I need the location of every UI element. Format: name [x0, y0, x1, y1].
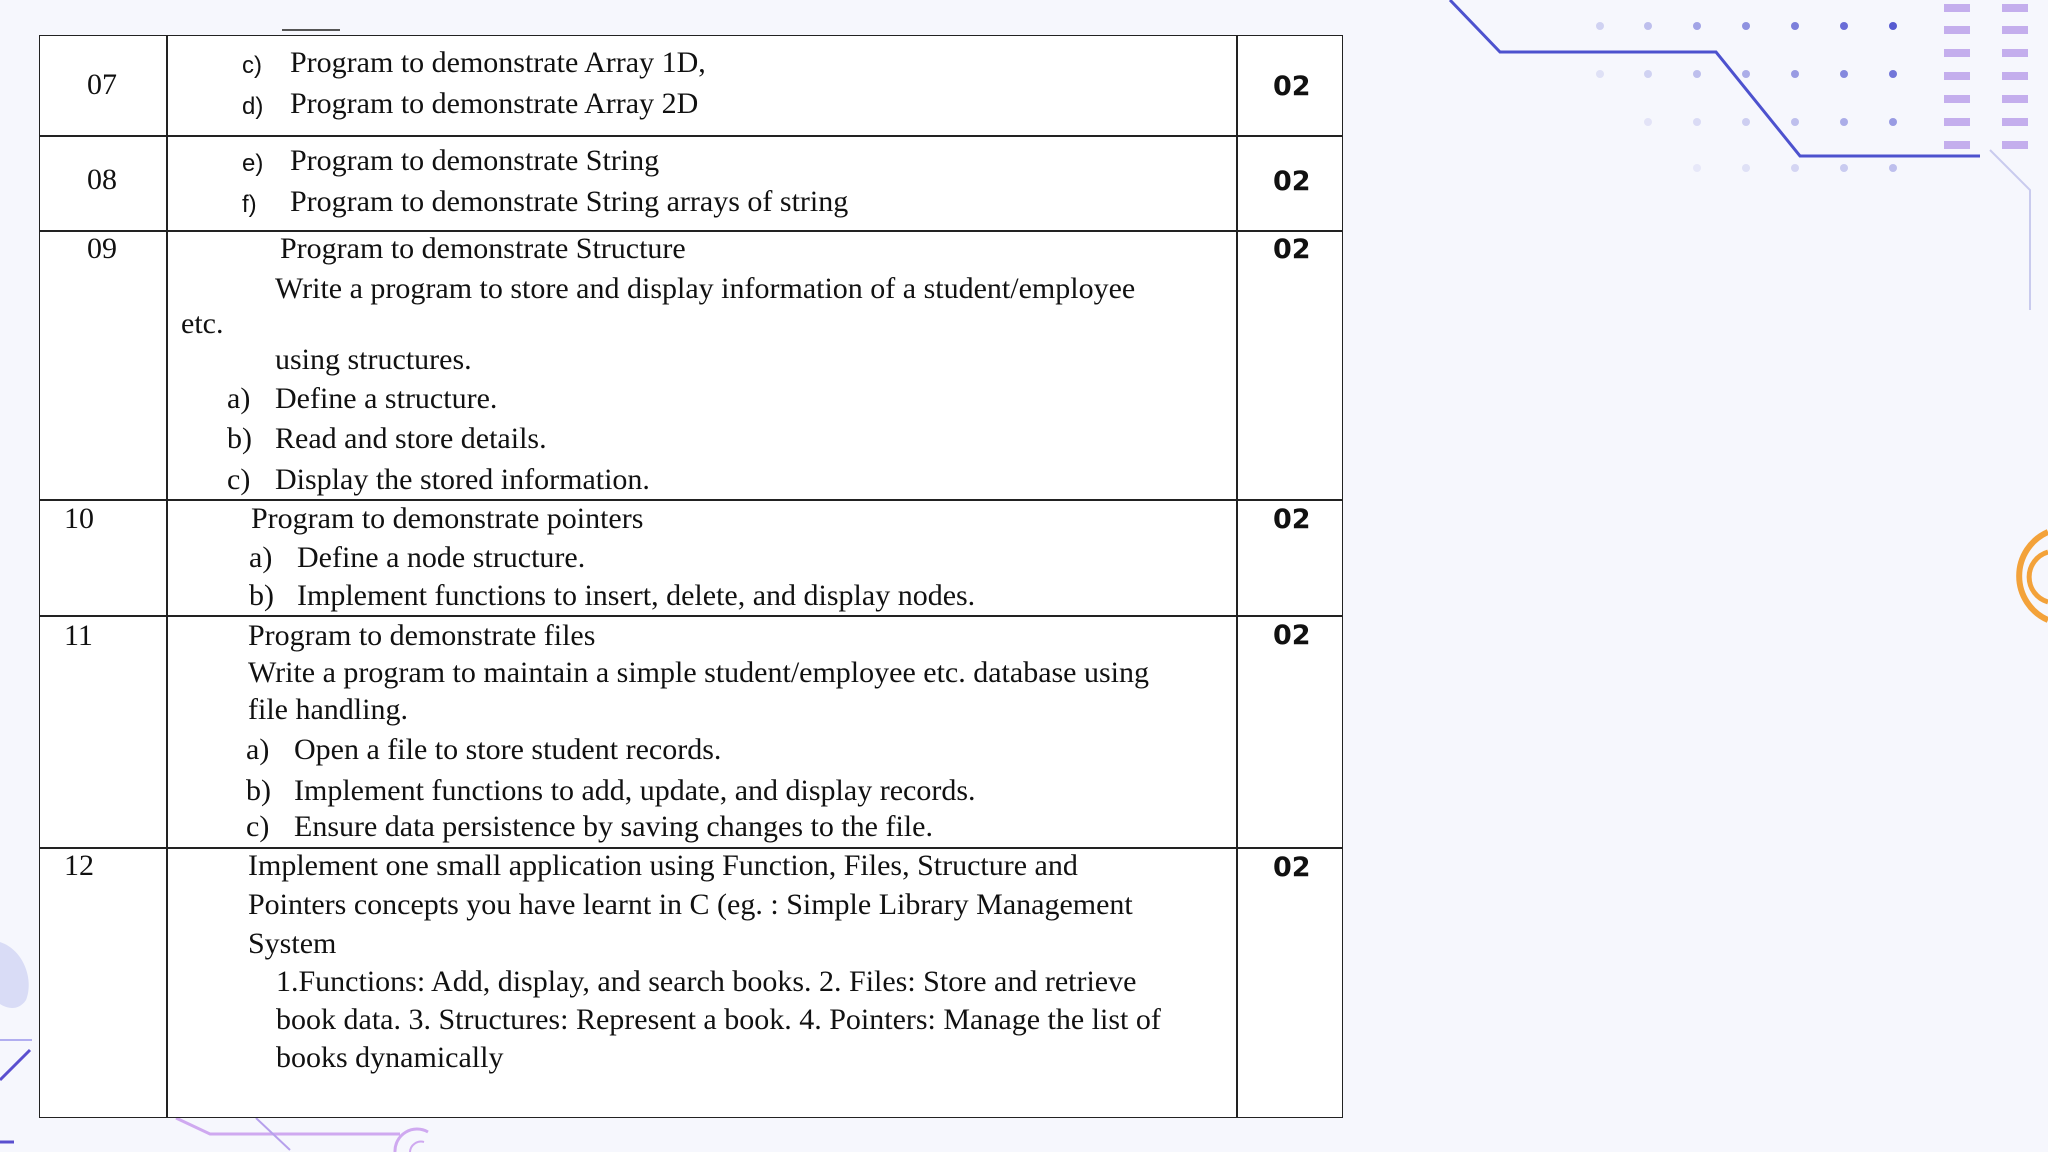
item-text: Define a node structure.: [297, 541, 586, 574]
hours-value: 02: [1273, 166, 1311, 197]
row-divider: [40, 230, 1342, 232]
hours-value: 02: [1273, 71, 1311, 102]
row-number: 10: [64, 502, 94, 535]
row-number: 09: [87, 232, 117, 265]
column-divider: [166, 36, 168, 1117]
item-text: Implement functions to add, update, and display records.: [294, 774, 976, 807]
item-label: c): [246, 810, 270, 843]
description-line: file handling.: [248, 693, 408, 726]
item-text: Program to demonstrate Array 1D,: [290, 46, 706, 79]
description-line: using structures.: [275, 343, 472, 376]
item-text: Define a structure.: [275, 382, 498, 415]
description-subline: 1.Functions: Add, display, and search books. 2. Files: Store and retrieve: [276, 965, 1137, 998]
item-text: Read and store details.: [275, 422, 547, 455]
description-subline: book data. 3. Structures: Represent a book. 4. Pointers: Manage the list of: [276, 1003, 1161, 1036]
row-title: Program to demonstrate Structure: [280, 232, 686, 265]
row-number: 11: [64, 619, 93, 652]
item-label: c): [242, 52, 262, 79]
row-divider: [40, 615, 1342, 617]
description-subline: books dynamically: [276, 1041, 504, 1074]
item-label: e): [242, 150, 264, 177]
item-text: Open a file to store student records.: [294, 733, 722, 766]
item-text: Ensure data persistence by saving changes to the file.: [294, 810, 933, 843]
item-text: Program to demonstrate Array 2D: [290, 87, 699, 120]
syllabus-table: [39, 35, 1343, 1118]
description-line: Write a program to store and display information of a student/employee: [275, 272, 1136, 305]
row-divider: [40, 499, 1342, 501]
item-label: a): [227, 382, 251, 415]
row-title: Program to demonstrate files: [248, 619, 596, 652]
hours-value: 02: [1273, 852, 1311, 883]
row-divider: [40, 135, 1342, 137]
description-line: Write a program to maintain a simple student/employee etc. database using: [248, 656, 1150, 689]
column-divider: [1236, 36, 1238, 1117]
item-label: c): [227, 463, 251, 496]
item-text: Implement functions to insert, delete, and display nodes.: [297, 579, 976, 612]
hours-value: 02: [1273, 620, 1311, 651]
item-label: a): [246, 733, 270, 766]
description-line: Pointers concepts you have learnt in C (eg. : Simple Library Management: [248, 888, 1133, 921]
hours-value: 02: [1273, 234, 1311, 265]
description-line: etc.: [181, 307, 224, 340]
item-label: b): [249, 579, 274, 612]
row-number: 07: [87, 68, 117, 101]
item-text: Program to demonstrate String: [290, 144, 660, 177]
item-label: d): [242, 93, 264, 120]
item-text: Program to demonstrate String arrays of string: [290, 185, 849, 218]
row-number: 08: [87, 163, 117, 196]
description-line: Implement one small application using Function, Files, Structure and: [248, 849, 1078, 882]
item-label: a): [249, 541, 273, 574]
item-label: f): [242, 191, 257, 218]
item-label: b): [227, 422, 252, 455]
row-number: 12: [64, 849, 94, 882]
row-title: Program to demonstrate pointers: [251, 502, 644, 535]
item-text: Display the stored information.: [275, 463, 650, 496]
hours-value: 02: [1273, 504, 1311, 535]
item-label: b): [246, 774, 271, 807]
description-line: System: [248, 927, 337, 960]
